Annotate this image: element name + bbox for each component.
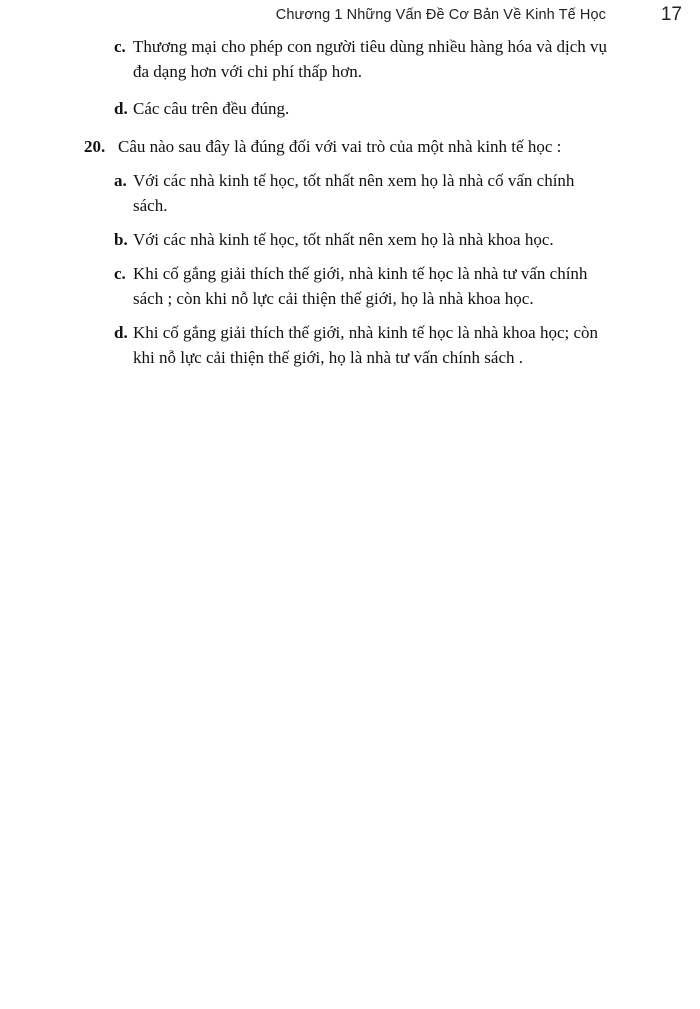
page-number: 17: [660, 4, 682, 25]
option-text: Khi cố gắng giải thích thế giới, nhà kinh tế học là nhà khoa học; còn khi nỗ lực cải thiện thế giới, họ là nhà tư vấn chính sách .: [133, 323, 599, 367]
question-text: Câu nào sau đây là đúng đối với vai trò của một nhà kinh tế học :: [118, 137, 562, 156]
page-content: [0, 34, 700, 370]
option-letter: c.: [114, 37, 126, 56]
option-text: Thương mại cho phép con người tiêu dùng nhiều hàng hóa và dịch vụ đa dạng hơn với chi phí thấp hơn.: [133, 37, 608, 81]
question-option-b: [0, 227, 610, 252]
option-text: Với các nhà kinh tế học, tốt nhất nên xem họ là nhà cố vấn chính sách.: [133, 171, 575, 215]
option-letter: d.: [114, 99, 128, 118]
chapter-title: Chương 1 Những Vấn Đề Cơ Bản Về Kinh Tế Học: [275, 7, 606, 23]
option-letter: a.: [114, 171, 127, 190]
option-text: Các câu trên đều đúng.: [133, 99, 290, 118]
question-option-c: [0, 261, 610, 311]
continued-option-c: [0, 34, 610, 84]
option-text: Với các nhà kinh tế học, tốt nhất nên xem họ là nhà khoa học.: [133, 230, 554, 249]
option-letter: d.: [114, 323, 128, 342]
question-option-a: [0, 168, 610, 218]
option-text: Khi cố gắng giải thích thế giới, nhà kinh tế học là nhà tư vấn chính sách ; còn khi nỗ lực cải thiện thế giới, họ là nhà khoa học.: [133, 264, 588, 308]
question-number: 20.: [84, 137, 106, 156]
option-letter: b.: [114, 230, 128, 249]
question-option-d: [0, 320, 610, 370]
question-20: [0, 134, 638, 159]
continued-option-d: [0, 96, 610, 121]
running-header: [0, 4, 700, 28]
option-letter: c.: [114, 264, 126, 283]
